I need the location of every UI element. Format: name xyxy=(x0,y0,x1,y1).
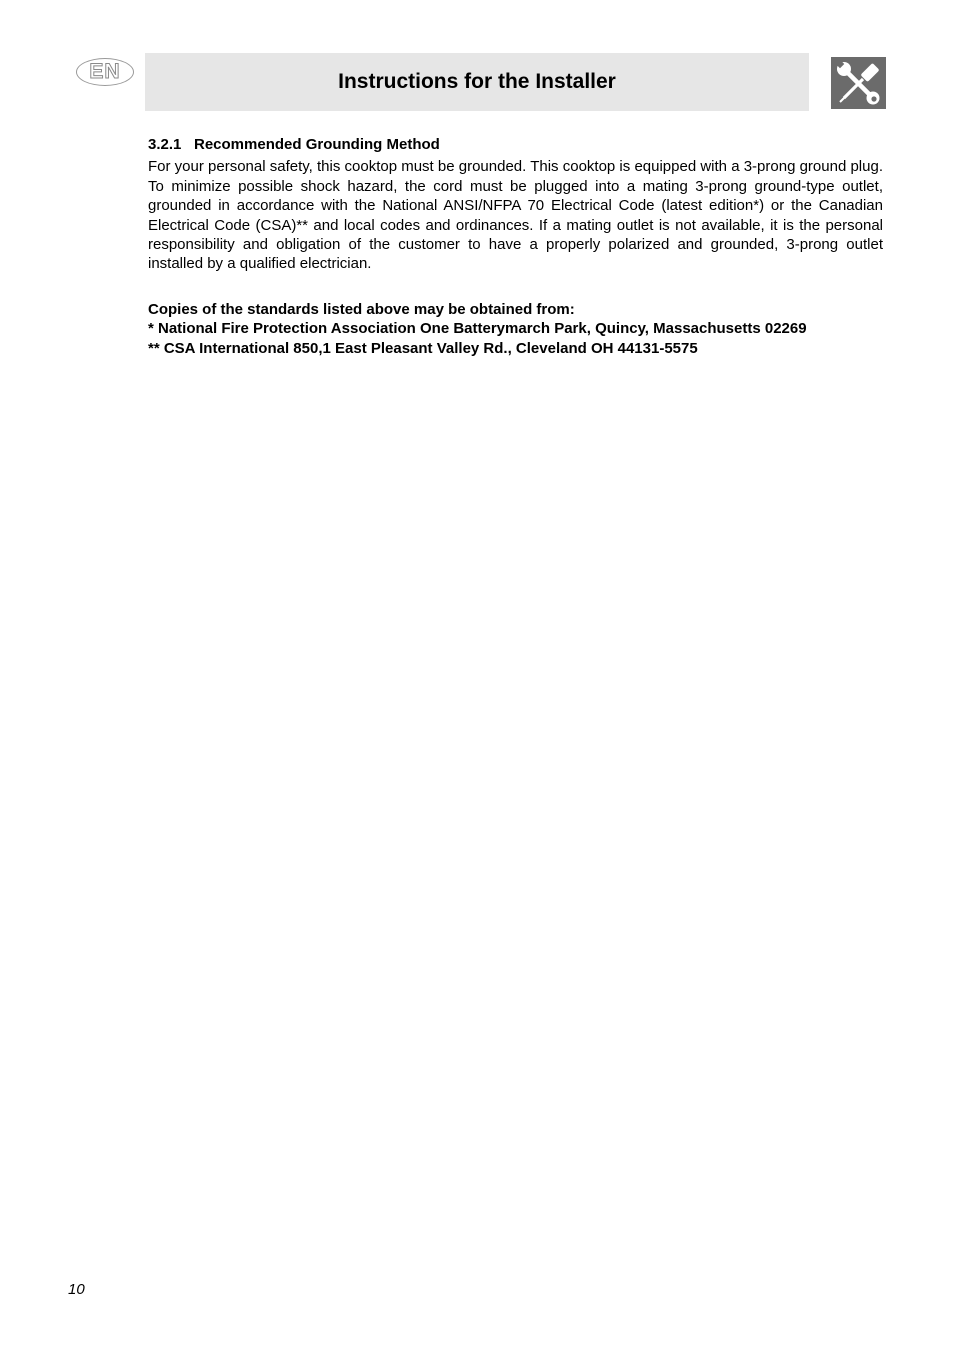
standards-intro: Copies of the standards listed above may be obtained from: xyxy=(148,300,575,318)
section-title: Recommended Grounding Method xyxy=(194,136,440,153)
standards-sources xyxy=(148,300,883,358)
source-nfpa: * National Fire Protection Association One Batterymarch Park, Quincy, Massachusetts 02269 xyxy=(148,320,807,338)
main-content xyxy=(148,135,883,358)
header-bar xyxy=(145,53,809,111)
wrench-screwdriver-icon xyxy=(831,57,886,109)
source-csa: ** CSA International 850,1 East Pleasant Valley Rd., Cleveland OH 44131-5575 xyxy=(148,339,698,357)
language-badge: EN xyxy=(76,58,134,86)
page-number: 10 xyxy=(68,1281,85,1298)
page-title: Instructions for the Installer xyxy=(338,70,616,93)
section-body: For your personal safety, this cooktop must be grounded. This cooktop is equipped with a 3-prong ground plug. To minimize possible shock hazard, the cord must be plugged into a mating 3-prong ground-type outlet, grounded in accordance with the National ANSI/NFPA 70 Electrical Code (latest edition*) or the Canadian Electrical Code (CSA)** and local codes and ordinances. If a mating outlet is not available, it is the personal responsibility and obligation of the customer to have a properly polarized and grounded, 3-prong outlet installed by a qualified electrician. xyxy=(148,158,883,273)
section-heading xyxy=(148,135,883,154)
section-number: 3.2.1 xyxy=(148,136,182,153)
